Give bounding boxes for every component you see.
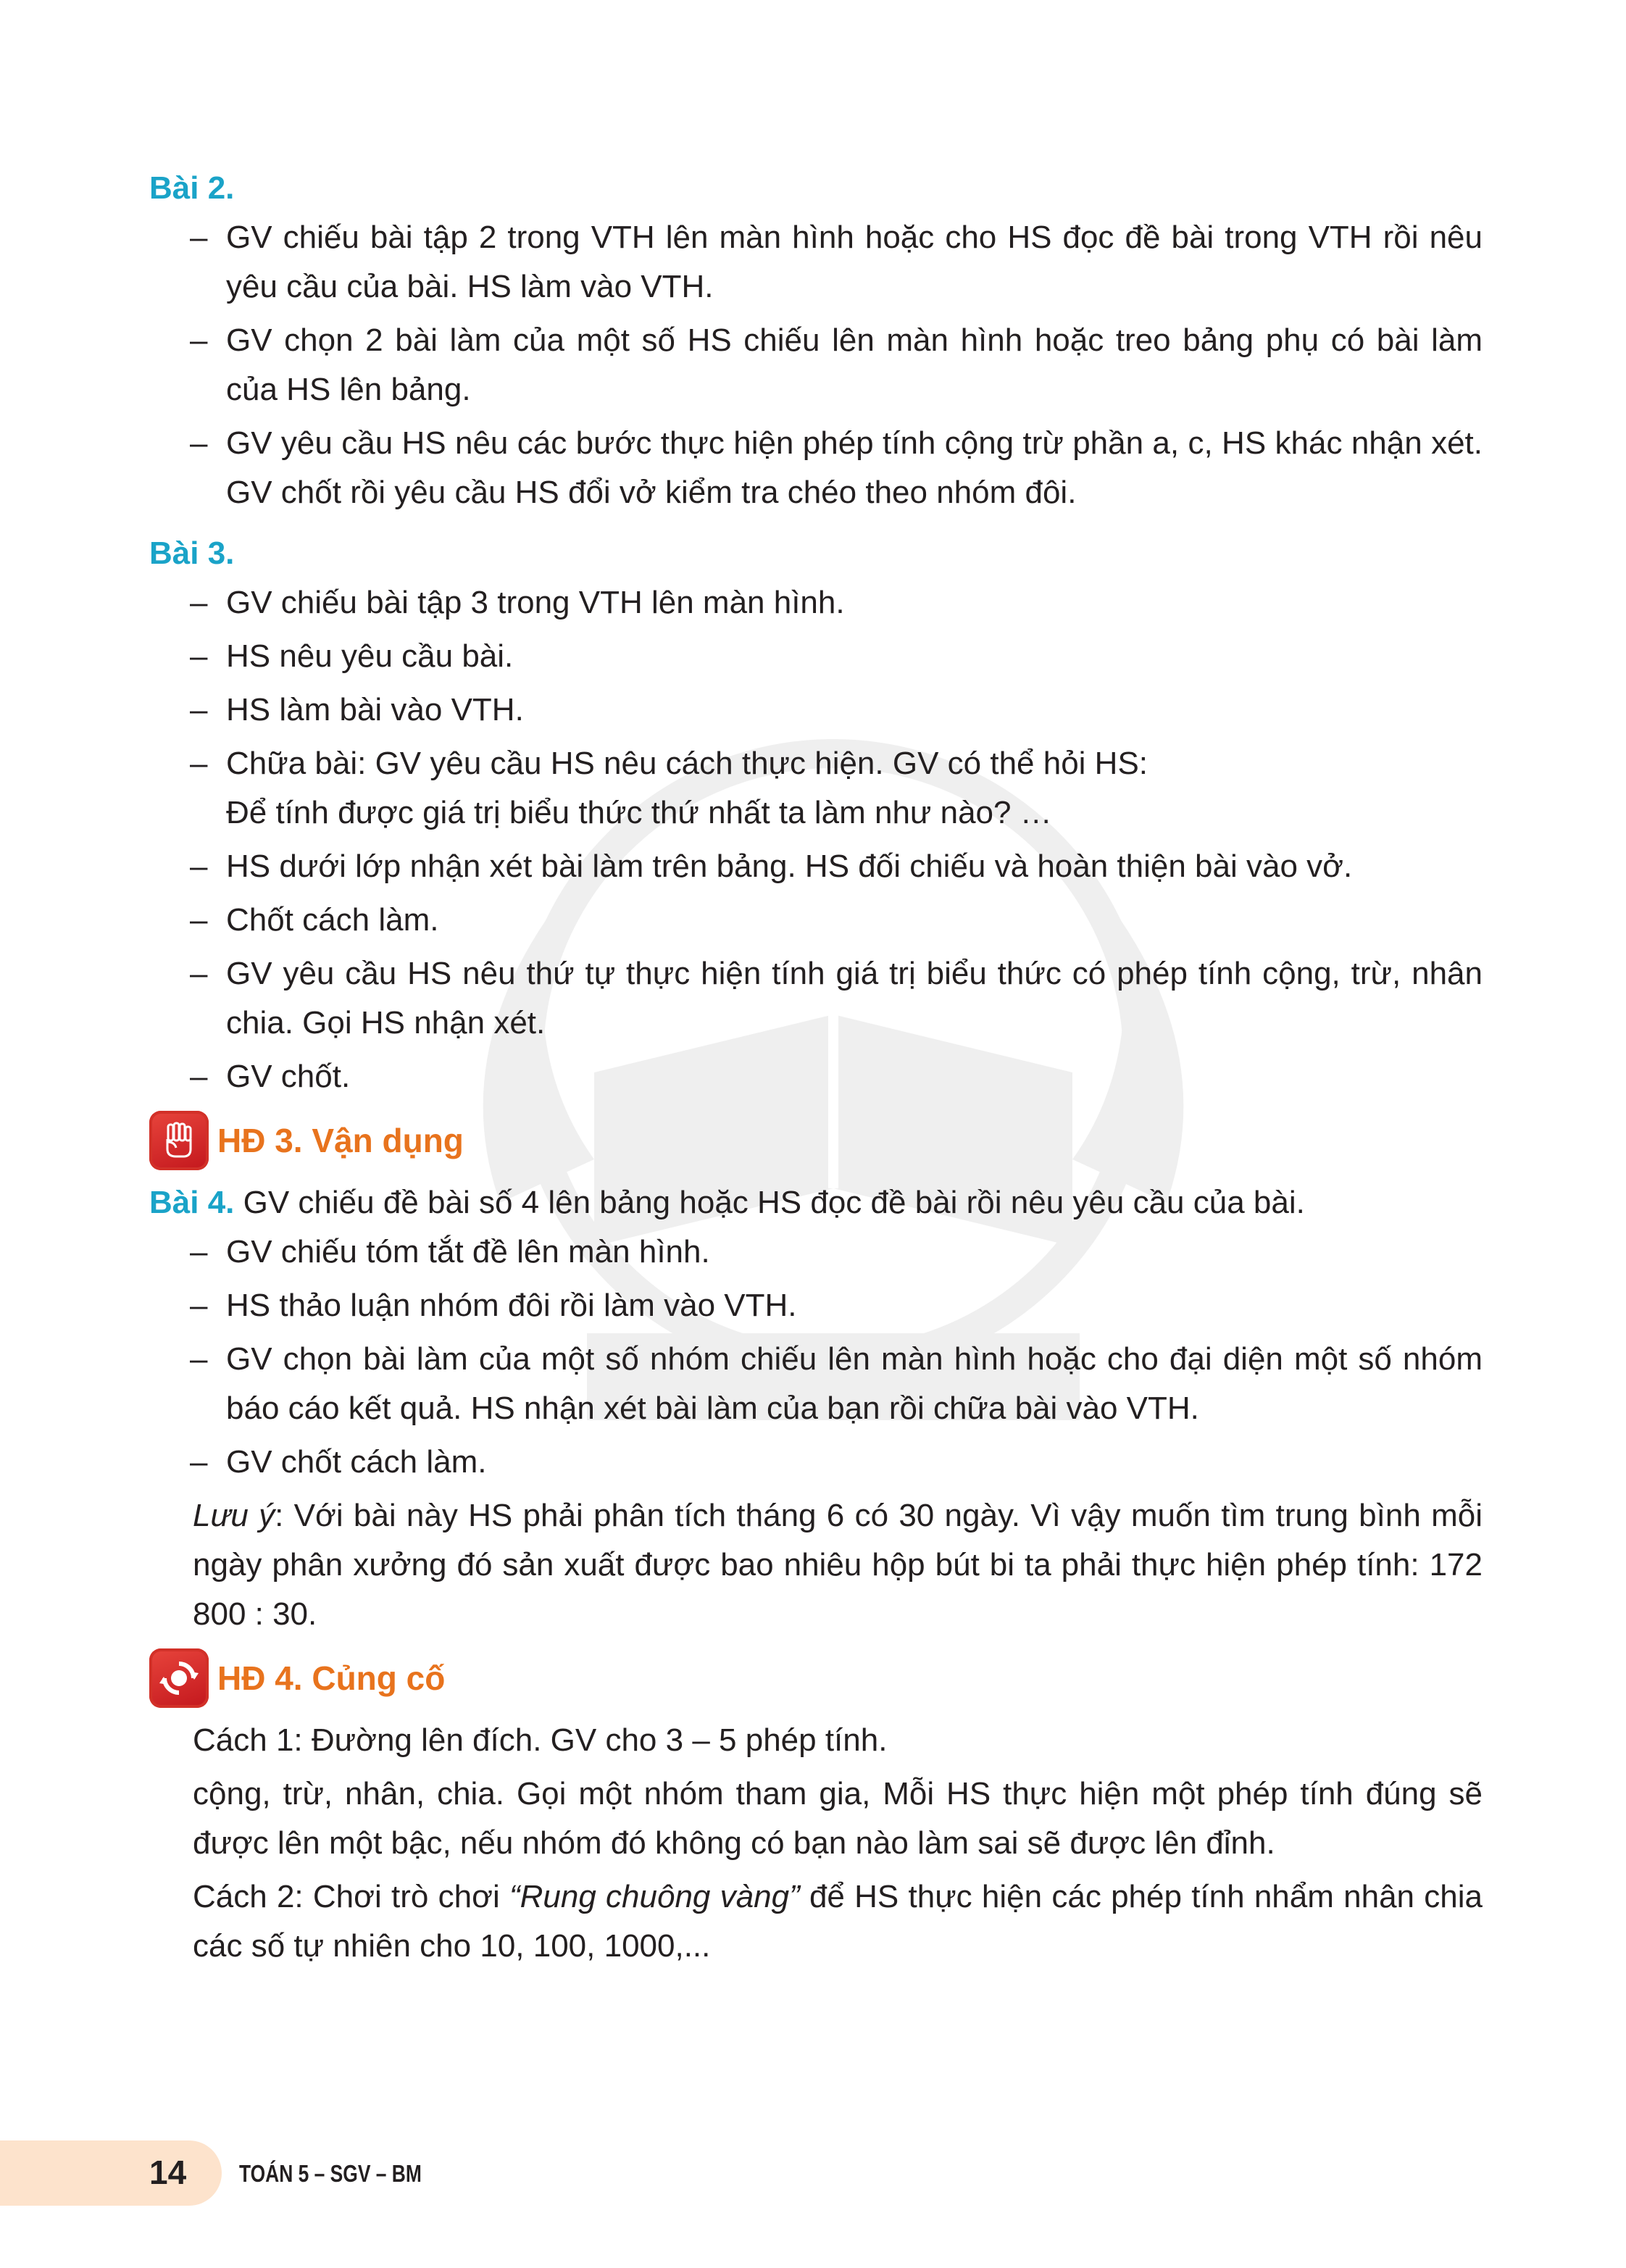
bai4-item-4: [149, 1438, 1483, 1487]
bai3-heading: Bài 3.: [149, 535, 235, 571]
raised-fist-icon: [149, 1111, 209, 1170]
dash: –: [190, 220, 208, 255]
hd4-cach2-prefix: Cách 2: Chơi trò chơi: [193, 1879, 509, 1914]
dash: –: [190, 746, 208, 781]
bai4-item-3: [149, 1335, 1483, 1433]
hd4-cach1-detail: cộng, trừ, nhân, chia. Gọi một nhóm tham gia, Mỗi HS thực hiện một phép tính đúng sẽ được lên một bậc, nếu nhóm đó không có bạn nào làm sai sẽ được lên đỉnh.: [193, 1776, 1483, 1861]
book-title: TOÁN 5 – SGV – BM: [239, 2160, 422, 2187]
hd4-cach1: Cách 1: Đường lên đích. GV cho 3 – 5 phép tính.: [193, 1722, 888, 1758]
bai3-item-6-text: Chốt cách làm.: [226, 902, 439, 938]
dash: –: [190, 1288, 208, 1323]
dash: –: [190, 585, 208, 620]
hd4-title: HĐ 4. Củng cố: [217, 1659, 446, 1697]
bai4-item-1-text: GV chiếu tóm tắt đề lên màn hình.: [226, 1234, 710, 1270]
bai3-item-7-text: GV yêu cầu HS nêu thứ tự thực hiện tính giá trị biểu thức có phép tính cộng, trừ, nhân chia. Gọi HS nhận xét.: [226, 956, 1483, 1041]
bai3-item-1-text: GV chiếu bài tập 3 trong VTH lên màn hình.: [226, 585, 845, 620]
bai3-item-2-text: HS nêu yêu cầu bài.: [226, 638, 514, 674]
bai2-item-3: [149, 419, 1483, 517]
bai3-item-8-text: GV chốt.: [226, 1059, 351, 1094]
bai2-item-1-text: GV chiếu bài tập 2 trong VTH lên màn hình hoặc cho HS đọc đề bài trong VTH rồi nêu yêu cầu của bài. HS làm vào VTH.: [226, 220, 1483, 304]
bai3-item-2: [149, 632, 1483, 681]
bai4-item-3-text: GV chọn bài làm của một số nhóm chiếu lên màn hình hoặc cho đại diện một số nhóm báo cáo kết quả. HS nhận xét bài làm của bạn rồi chữa bài vào VTH.: [226, 1341, 1483, 1426]
bai4-intro: GV chiếu đề bài số 4 lên bảng hoặc HS đọc đề bài rồi nêu yêu cầu của bài.: [243, 1185, 1305, 1220]
refresh-icon: [149, 1648, 209, 1708]
bai4-note-label: Lưu ý: [193, 1498, 275, 1533]
bai3-item-3: [149, 685, 1483, 735]
bai2-item-2-text: GV chọn 2 bài làm của một số HS chiếu lên màn hình hoặc treo bảng phụ có bài làm của HS lên bảng.: [226, 322, 1483, 407]
bai2-heading: Bài 2.: [149, 170, 235, 206]
hd3-section-header: [149, 1112, 1483, 1170]
hd4-cach2: [149, 1872, 1483, 1971]
page-content: [149, 164, 1483, 1975]
bai3-item-1: [149, 578, 1483, 628]
hd4-section-header: [149, 1649, 1483, 1707]
page-number: 14: [149, 2154, 187, 2191]
hd4-cach2-game: “Rung chuông vàng”: [509, 1879, 800, 1914]
hd3-title: HĐ 3. Vận dụng: [217, 1122, 464, 1159]
bai3-item-6: [149, 896, 1483, 945]
hd4-cach2-suffix: để HS thực hiện các phép tính nhẩm nhân chia các số tự nhiên cho 10, 100, 1000,...: [193, 1879, 1483, 1964]
bai4-heading: Bài 4.: [149, 1185, 235, 1220]
bai4-item-1: [149, 1227, 1483, 1277]
bai3-item-7: [149, 949, 1483, 1048]
bai4-note-text: : Với bài này HS phải phân tích tháng 6 có 30 ngày. Vì vậy muốn tìm trung bình mỗi ngày phân xưởng đó sản xuất được bao nhiêu hộp bút bi ta phải thực hiện phép tính: 172 800 : 30.: [193, 1498, 1483, 1632]
bai3-question: Để tính được giá trị biểu thức thứ nhất ta làm như nào? …: [226, 795, 1052, 830]
dash: –: [190, 902, 208, 938]
dash: –: [190, 1059, 208, 1094]
bai3-item-4-text: Chữa bài: GV yêu cầu HS nêu cách thực hiện. GV có thể hỏi HS:: [226, 746, 1148, 781]
bai3-item-8: [149, 1052, 1483, 1101]
bai2-item-3-text: GV yêu cầu HS nêu các bước thực hiện phép tính cộng trừ phần a, c, HS khác nhận xét. GV chốt rồi yêu cầu HS đổi vở kiểm tra chéo theo nhóm đôi.: [226, 425, 1483, 510]
dash: –: [190, 1444, 208, 1480]
bai4-intro-line: [149, 1178, 1483, 1227]
dash: –: [190, 849, 208, 884]
footer-tab: [0, 2140, 222, 2206]
bai4-item-2-text: HS thảo luận nhóm đôi rồi làm vào VTH.: [226, 1288, 797, 1323]
bai3-item-3-text: HS làm bài vào VTH.: [226, 692, 524, 727]
bai4-item-4-text: GV chốt cách làm.: [226, 1444, 487, 1480]
dash: –: [190, 692, 208, 727]
bai4-item-2: [149, 1281, 1483, 1330]
dash: –: [190, 1341, 208, 1377]
dash: –: [190, 425, 208, 461]
dash: –: [190, 956, 208, 991]
bai3-item-5-text: HS dưới lớp nhận xét bài làm trên bảng. HS đối chiếu và hoàn thiện bài vào vở.: [226, 849, 1353, 884]
bai3-item-5: [149, 842, 1483, 891]
dash: –: [190, 322, 208, 358]
bai2-item-1: [149, 213, 1483, 312]
bai4-note: [149, 1491, 1483, 1639]
bai2-item-2: [149, 316, 1483, 414]
dash: –: [190, 1234, 208, 1270]
dash: –: [190, 638, 208, 674]
bai3-item-4: [149, 739, 1483, 838]
